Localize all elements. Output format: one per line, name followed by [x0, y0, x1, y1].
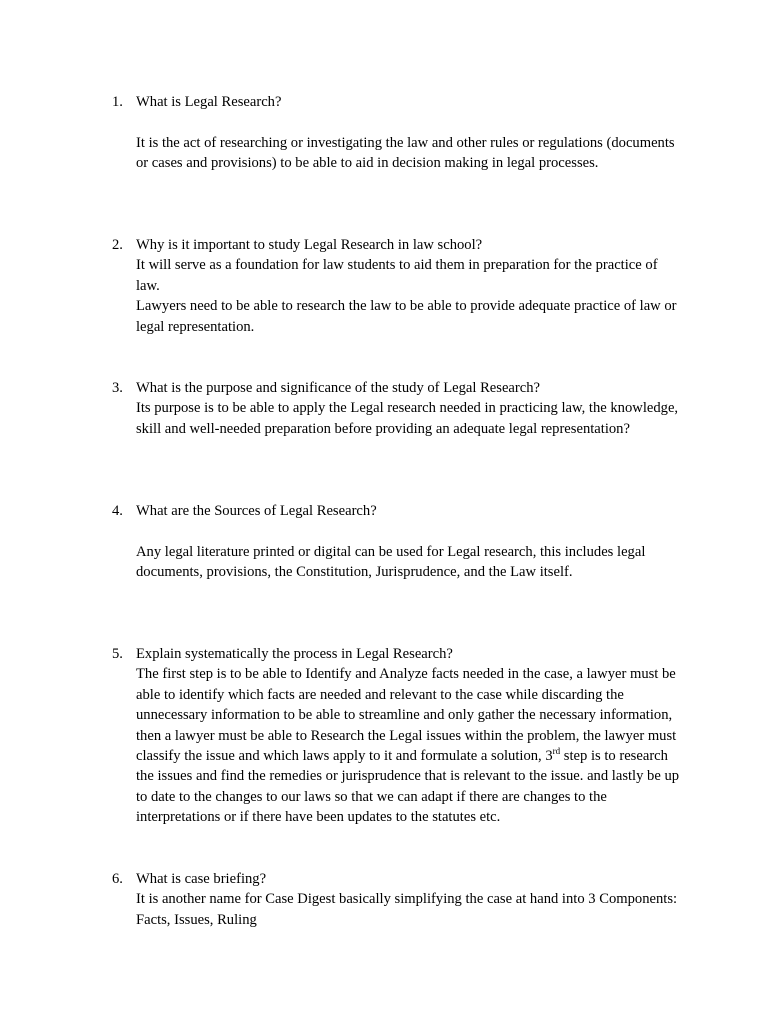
item-content: [136, 501, 682, 583]
question-text: What is the purpose and significance of the study of Legal Research?: [136, 380, 541, 396]
item-number: 4.: [112, 503, 123, 519]
ordinal-suffix: rd: [552, 746, 561, 757]
item-number: 5.: [112, 646, 123, 662]
question-text: What are the Sources of Legal Research?: [136, 503, 377, 519]
answer-text: [136, 664, 682, 827]
item-content: [136, 92, 682, 174]
item-number: 6.: [112, 871, 123, 887]
question-text: Why is it important to study Legal Research in law school?: [136, 237, 483, 253]
answer-text: It is another name for Case Digest basically simplifying the case at hand into 3 Components: Facts, Issues, Ruling: [136, 891, 678, 928]
answer-text-part-2: step is to research the issues and find the remedies or jurisprudence that is relevant to the issue. and lastly be up to date to the changes to our laws so that we can adapt if there are changes to the interpretations or if there have been updates to the statutes etc.: [136, 748, 680, 826]
answer-text: Its purpose is to be able to apply the Legal research needed in practicing law, the knowledge, skill and well-needed preparation before providing an adequate legal representation?: [136, 400, 679, 437]
spacer: [136, 521, 682, 541]
spacer: [136, 112, 682, 132]
item-content: [136, 869, 682, 930]
answer-text: It will serve as a foundation for law students to aid them in preparation for the practice of law.: [136, 257, 658, 294]
item-content: [136, 378, 682, 439]
answer-text: It is the act of researching or investigating the law and other rules or regulations (documents or cases and provisions) to be able to aid in decision making in legal processes.: [136, 134, 675, 172]
question-text: What is Legal Research?: [136, 94, 282, 110]
answer-text: Any legal literature printed or digital can be used for Legal research, this includes legal documents, provisions, the Constitution, Jurisprudence, and the Law itself.: [136, 543, 646, 581]
answer-text-part-1: The first step is to be able to Identify and Analyze facts needed in the case, a lawyer must be able to identify which facts are needed and relevant to the case while discarding the unnecessary information to be able to streamline and only gather the necessary information, then a lawyer must be able to Research the Legal issues within the problem, the lawyer must classify the issue and which laws apply to it and formulate a solution, 3: [136, 666, 677, 765]
question-text: Explain systematically the process in Legal Research?: [136, 646, 453, 662]
item-number: 2.: [112, 237, 123, 253]
item-number: 1.: [112, 94, 123, 110]
question-text: What is case briefing?: [136, 871, 267, 887]
item-number: 3.: [112, 380, 123, 396]
answer-text: Lawyers need to be able to research the law to be able to provide adequate practice of law or legal representation.: [136, 298, 677, 335]
item-content: [136, 235, 682, 337]
item-content: [136, 644, 682, 828]
